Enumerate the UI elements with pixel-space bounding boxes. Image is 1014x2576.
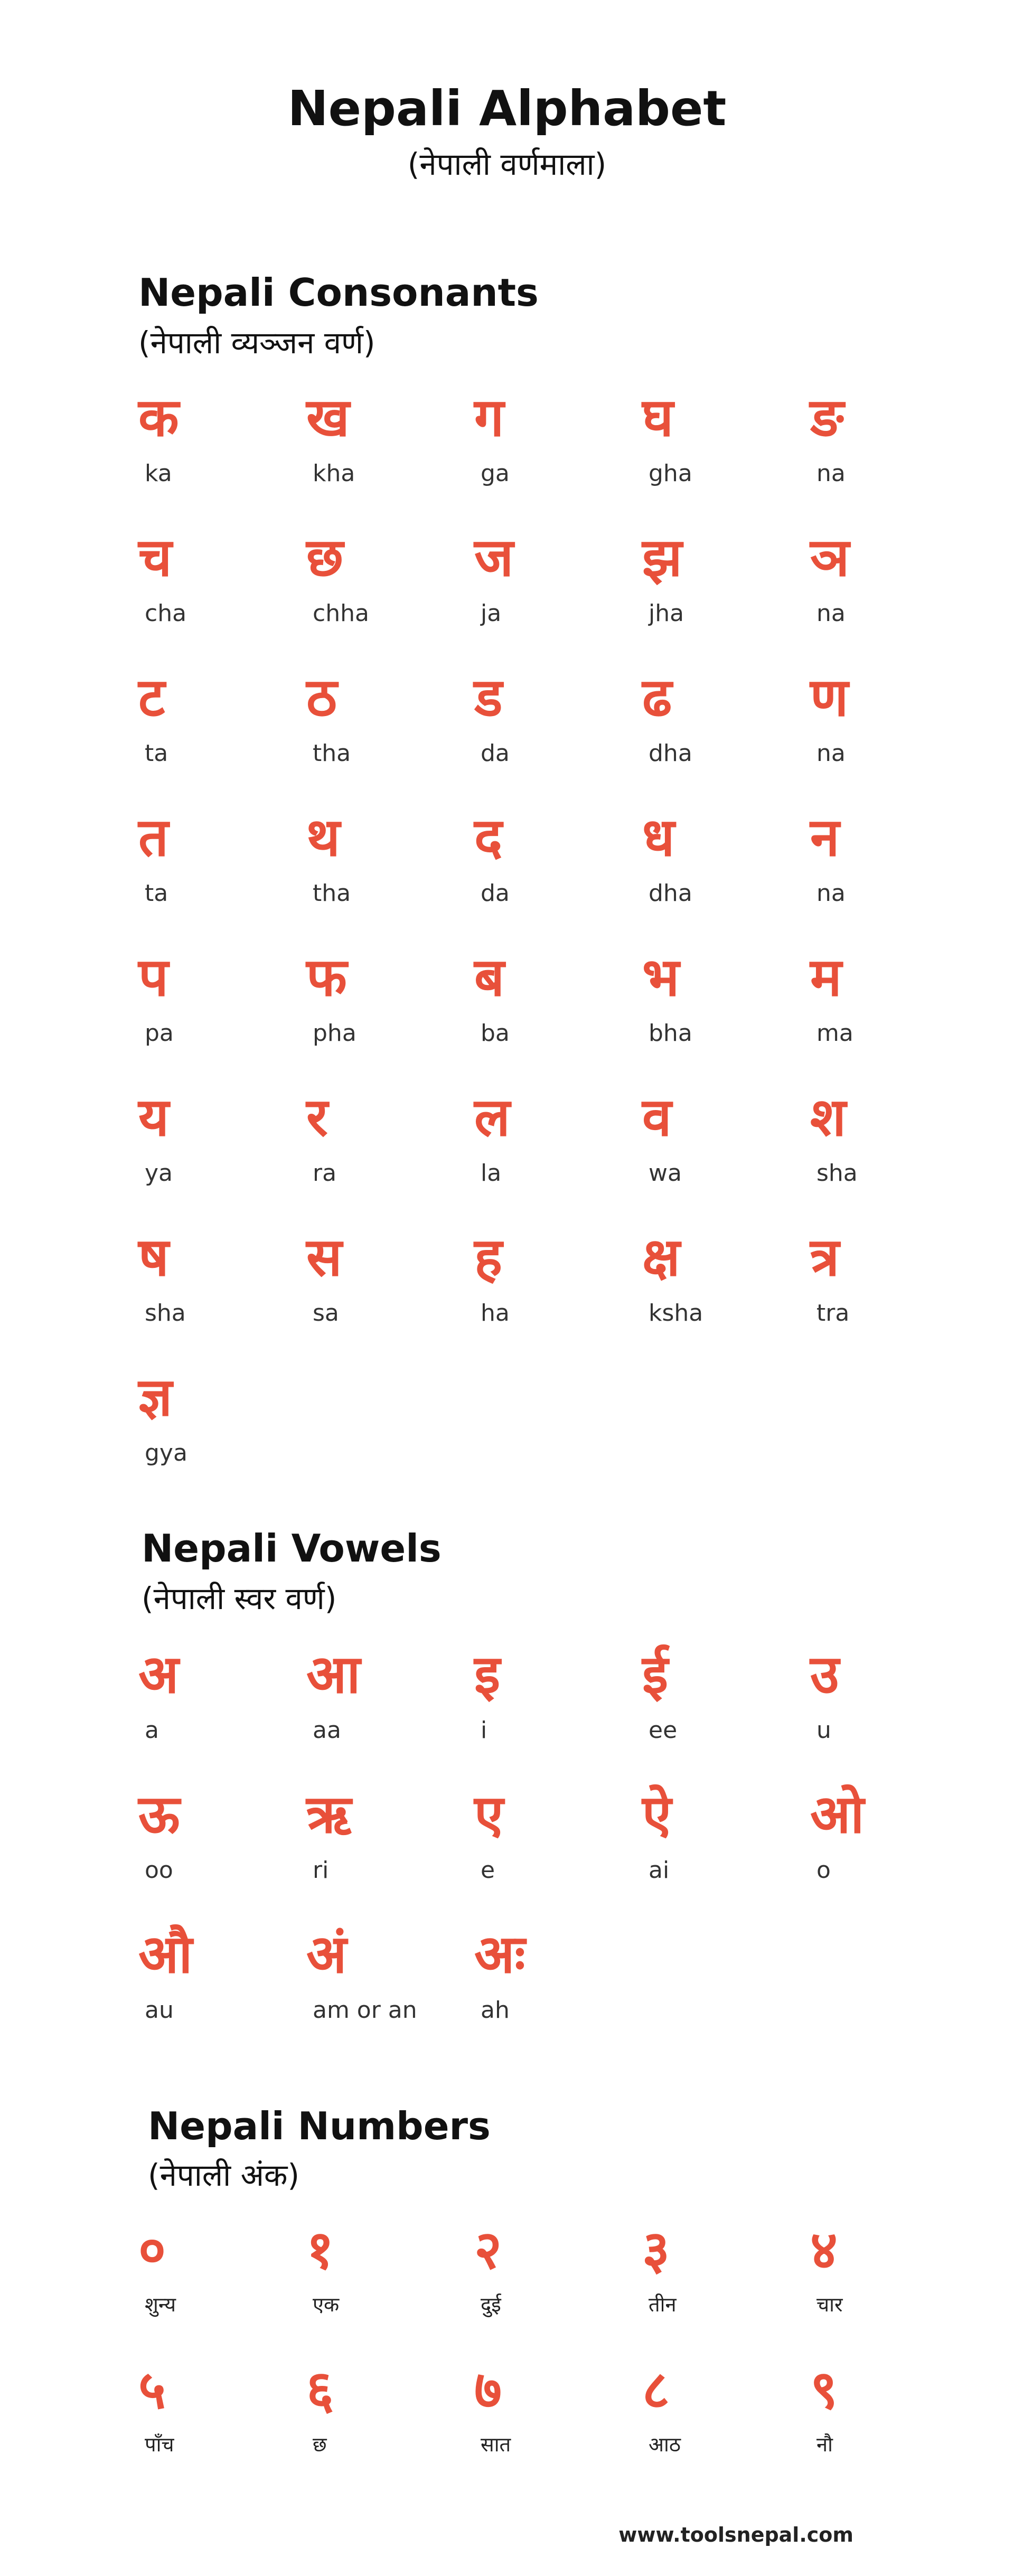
consonants-cell [306,666,465,797]
vowels-letter: इ [474,1643,501,1705]
vowels-letter: ऋ [306,1783,352,1845]
vowels-label: o [816,1857,831,1884]
vowels-letter: औ [138,1923,193,1985]
numbers-label: दुई [481,2293,501,2316]
consonants-letter: य [138,1086,169,1148]
vowels-letter: आ [306,1643,361,1705]
vowels-label: au [145,1997,174,2024]
numbers-letter: २ [474,2218,502,2281]
consonants-label: wa [649,1160,682,1187]
consonants-label: sa [313,1300,339,1327]
consonants-letter: र [306,1086,328,1148]
numbers-label: नौ [816,2433,833,2456]
consonants-cell [810,386,969,518]
consonants-label: na [816,740,846,767]
consonants-label: jha [649,600,684,627]
numbers-cell [642,2218,801,2350]
consonants-label: pa [145,1020,174,1047]
consonants-letter: ज [474,526,514,588]
consonants-letter: छ [306,526,344,588]
vowels-label: ri [313,1857,329,1884]
numbers-letter: ५ [138,2358,166,2421]
consonants-cell [474,386,633,518]
page-title: Nepali Alphabet [287,80,727,137]
consonants-letter: द [474,806,503,868]
consonants-label: na [816,600,846,627]
numbers-cell [138,2218,297,2350]
consonants-letter: च [138,526,172,588]
consonants-cell [138,1086,297,1217]
consonants-cell [810,806,969,937]
vowels-section-title: Nepali Vowels [142,1526,442,1571]
consonants-label: na [816,460,846,487]
consonants-letter: म [810,946,842,1008]
vowels-label: am or an [313,1997,417,2024]
vowels-letter: ई [642,1643,669,1705]
consonants-cell [138,666,297,797]
vowels-letter: ओ [810,1783,865,1845]
consonants-cell [306,526,465,657]
numbers-cell [474,2218,633,2350]
numbers-label: सात [481,2433,511,2456]
consonants-cell [474,806,633,937]
vowels-letter: अ [138,1643,179,1705]
consonants-cell [306,1226,465,1357]
consonants-cell [306,806,465,937]
consonants-letter: ध [642,806,675,868]
consonants-cell [642,666,801,797]
consonants-cell [306,1086,465,1217]
consonants-letter: श [810,1086,846,1148]
vowels-letter: ऐ [642,1783,672,1845]
numbers-cell [306,2218,465,2350]
numbers-letter: ६ [306,2358,334,2421]
vowels-label: a [145,1717,159,1744]
numbers-label: एक [313,2293,340,2316]
consonants-letter: व [642,1086,672,1148]
consonants-cell [642,946,801,1077]
numbers-label: छ [313,2433,327,2456]
consonants-letter: त [138,806,168,868]
consonants-letter: ण [810,666,849,728]
consonants-cell [138,806,297,937]
consonants-label: dha [649,740,692,767]
consonants-cell [306,946,465,1077]
consonants-label: pha [313,1020,356,1047]
numbers-cell [642,2358,801,2490]
consonants-label: ja [481,600,502,627]
consonants-label: ga [481,460,510,487]
consonants-label: ma [816,1020,853,1047]
consonants-cell [810,1226,969,1357]
numbers-cell [138,2358,297,2490]
vowels-cell [474,1643,633,1774]
consonants-letter: ठ [306,666,337,728]
numbers-letter: ० [138,2218,166,2281]
vowels-label: u [816,1717,831,1744]
consonants-cell [642,1226,801,1357]
consonants-letter: क्ष [642,1226,680,1288]
consonants-cell [642,386,801,518]
consonants-label: chha [313,600,369,627]
consonants-cell [474,666,633,797]
consonants-letter: क [138,386,179,448]
consonants-letter: झ [642,526,682,588]
consonants-letter: त्र [810,1226,840,1288]
vowels-label: ai [649,1857,670,1884]
vowels-label: ah [481,1997,510,2024]
numbers-cell [810,2358,969,2490]
page-subtitle: (नेपाली वर्णमाला) [407,146,607,182]
vowels-cell [138,1643,297,1774]
consonants-label: ba [481,1020,510,1047]
consonants-label: sha [145,1300,186,1327]
consonants-label: ka [145,460,172,487]
vowels-label: aa [313,1717,341,1744]
consonants-label: da [481,740,510,767]
consonants-letter: ल [474,1086,510,1148]
consonants-letter: ज्ञ [138,1366,173,1428]
consonants-label: sha [816,1160,858,1187]
numbers-letter: ७ [474,2358,502,2421]
consonants-letter: स [306,1226,342,1288]
numbers-label: तीन [649,2293,677,2316]
consonants-cell [810,1086,969,1217]
consonants-label: ya [145,1160,173,1187]
numbers-section-subtitle: (नेपाली अंक) [148,2157,300,2193]
consonants-label: ta [145,740,168,767]
consonants-label: kha [313,460,355,487]
consonants-cell [474,526,633,657]
consonants-letter: थ [306,806,340,868]
consonants-label: ta [145,880,168,907]
consonants-label: bha [649,1020,692,1047]
numbers-letter: ३ [642,2218,670,2281]
consonants-cell [138,946,297,1077]
numbers-label: पाँच [145,2433,174,2456]
consonants-cell [474,1086,633,1217]
numbers-letter: ८ [642,2358,670,2421]
vowels-label: ee [649,1717,678,1744]
numbers-cell [306,2358,465,2490]
consonants-letter: ङ [810,386,844,448]
consonants-letter: फ [306,946,348,1008]
consonants-cell [306,386,465,518]
vowels-letter: ए [474,1783,504,1845]
consonants-letter: ढ [642,666,672,728]
consonants-letter: प [138,946,168,1008]
vowels-cell [138,1783,297,1914]
consonants-cell [810,666,969,797]
consonants-cell [642,1086,801,1217]
vowels-section-subtitle: (नेपाली स्वर वर्ण) [142,1581,337,1616]
consonants-label: ha [481,1300,510,1327]
numbers-cell [810,2218,969,2350]
vowels-cell [474,1783,633,1914]
numbers-section-title: Nepali Numbers [148,2104,491,2148]
consonants-cell [138,526,297,657]
numbers-label: आठ [649,2433,681,2456]
numbers-letter: ४ [810,2218,838,2281]
vowels-cell [642,1643,801,1774]
consonants-section-subtitle: (नेपाली व्यञ्जन वर्ण) [138,325,375,361]
consonants-letter: ख [306,386,350,448]
vowels-label: e [481,1857,495,1884]
consonants-label: tha [313,880,351,907]
vowels-cell [810,1783,969,1914]
consonants-cell [474,946,633,1077]
consonants-letter: भ [642,946,680,1008]
consonants-letter: न [810,806,840,868]
consonants-cell [810,526,969,657]
consonants-label: dha [649,880,692,907]
vowels-cell [642,1783,801,1914]
consonants-letter: ञ [810,526,850,588]
consonants-label: da [481,880,510,907]
consonants-label: cha [145,600,187,627]
consonants-cell [642,526,801,657]
consonants-letter: ष [138,1226,169,1288]
consonants-label: na [816,880,846,907]
consonants-letter: ह [474,1226,503,1288]
vowels-cell [138,1923,297,2054]
consonants-letter: ड [474,666,503,728]
consonants-letter: ब [474,946,505,1008]
vowels-cell [306,1783,465,1914]
consonants-label: ra [313,1160,337,1187]
vowels-label: oo [145,1857,173,1884]
consonants-letter: घ [642,386,674,448]
consonants-label: tra [816,1300,850,1327]
consonants-cell [810,946,969,1077]
consonants-cell [474,1226,633,1357]
numbers-letter: ९ [810,2358,838,2421]
consonants-cell [138,386,297,518]
numbers-letter: १ [306,2218,334,2281]
consonants-cell [642,806,801,937]
consonants-section-title: Nepali Consonants [138,270,539,315]
consonants-cell [138,1366,297,1497]
vowels-label: i [481,1717,487,1744]
consonants-label: gha [649,460,692,487]
consonants-label: ksha [649,1300,703,1327]
consonants-label: tha [313,740,351,767]
consonants-letter: ट [138,666,165,728]
vowels-cell [474,1923,633,2054]
consonants-label: gya [145,1440,187,1466]
vowels-letter: ऊ [138,1783,180,1845]
vowels-cell [306,1923,465,2054]
vowels-cell [306,1643,465,1774]
footer-url[interactable]: www.toolsnepal.com [618,2523,853,2546]
vowels-letter: अः [474,1923,525,1985]
vowels-cell [810,1643,969,1774]
consonants-label: la [481,1160,502,1187]
vowels-letter: उ [810,1643,839,1705]
numbers-label: चार [816,2293,843,2316]
numbers-cell [474,2358,633,2490]
consonants-cell [138,1226,297,1357]
consonants-letter: ग [474,386,504,448]
numbers-label: शुन्य [145,2293,176,2316]
vowels-letter: अं [306,1923,347,1985]
